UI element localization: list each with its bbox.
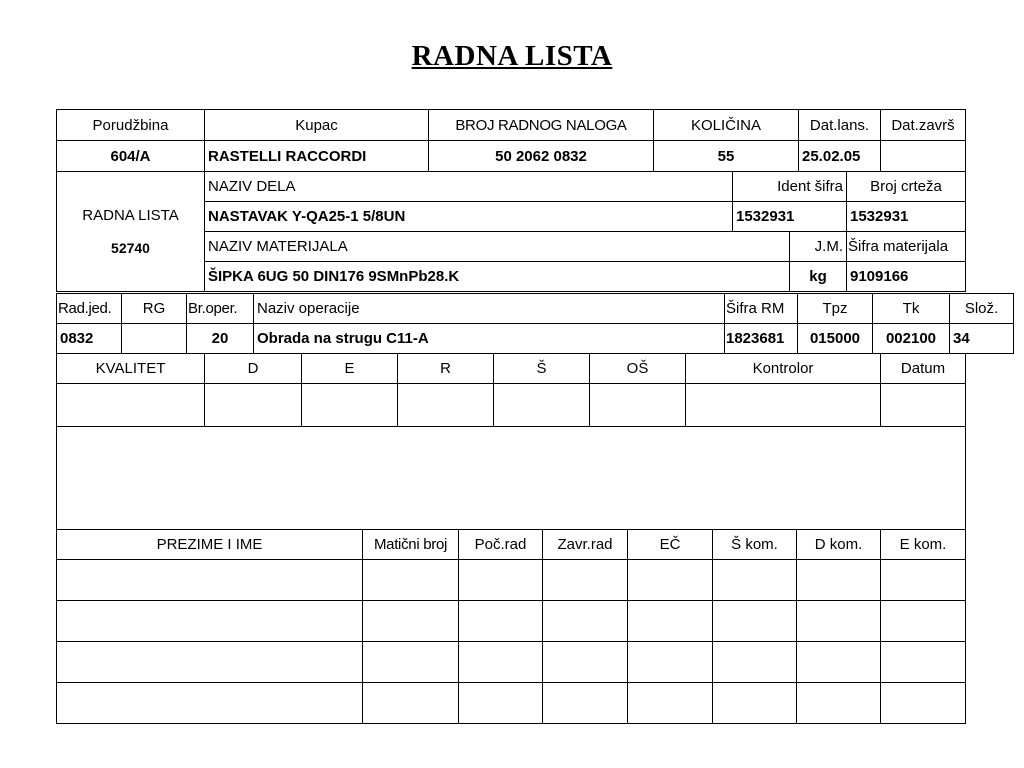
workers-cell xyxy=(57,683,363,724)
workers-header-maticni-broj: Matični broj xyxy=(363,530,459,560)
workers-cell xyxy=(797,683,881,724)
operation-header-naziv: Naziv operacije xyxy=(254,294,725,324)
operation-rg xyxy=(122,324,187,354)
quality-header-r: R xyxy=(398,354,494,384)
workers-cell xyxy=(881,683,966,724)
quality-header-kontrolor: Kontrolor xyxy=(686,354,881,384)
workers-cell xyxy=(628,683,713,724)
operation-header-tpz: Tpz xyxy=(798,294,873,324)
workers-cell xyxy=(363,601,459,642)
quality-table xyxy=(56,353,966,530)
workers-cell xyxy=(628,560,713,601)
workers-cell xyxy=(363,683,459,724)
operation-naziv: Obrada na strugu C11-A xyxy=(254,324,725,354)
jm-label: J.M. xyxy=(790,232,847,262)
quality-header-d: D xyxy=(205,354,302,384)
sifra-materijala-label: Šifra materijala xyxy=(847,232,966,262)
order-dat-zavrs xyxy=(881,141,966,172)
operation-header-sloz: Slož. xyxy=(950,294,1014,324)
document-title: RADNA LISTA xyxy=(411,40,613,72)
order-header-dat-zavrs: Dat.završ xyxy=(881,110,966,141)
workers-cell xyxy=(713,560,797,601)
quality-header-kvalitet: KVALITET xyxy=(57,354,205,384)
quality-cell-kontrolor xyxy=(686,384,881,427)
sifra-materijala-value: 9109166 xyxy=(847,262,966,292)
workers-cell xyxy=(797,642,881,683)
notes-row xyxy=(57,427,966,530)
operation-br-oper: 20 xyxy=(187,324,254,354)
workers-cell xyxy=(543,683,628,724)
workers-header-zavr-rad: Zavr.rad xyxy=(543,530,628,560)
workers-cell xyxy=(459,560,543,601)
operation-header-row xyxy=(57,294,1014,324)
workers-cell xyxy=(797,601,881,642)
ident-sifra-value: 1532931 xyxy=(733,202,847,232)
operation-header-rg: RG xyxy=(122,294,187,324)
quality-cell-e xyxy=(302,384,398,427)
order-porudzbina: 604/A xyxy=(57,141,205,172)
workers-header-ec: EČ xyxy=(628,530,713,560)
naziv-materijala-value: ŠIPKA 6UG 50 DIN176 9SMnPb28.K xyxy=(205,262,790,292)
operation-tk: 002100 xyxy=(873,324,950,354)
workers-cell xyxy=(628,642,713,683)
workers-cell xyxy=(57,601,363,642)
radna-lista-label: RADNA LISTA xyxy=(82,206,179,224)
radna-lista-number: 52740 xyxy=(111,239,150,256)
workers-cell xyxy=(713,683,797,724)
quality-header-e: E xyxy=(302,354,398,384)
workers-cell xyxy=(57,642,363,683)
quality-cell-os xyxy=(590,384,686,427)
operation-rad-jed: 0832 xyxy=(57,324,122,354)
naziv-materijala-label: NAZIV MATERIJALA xyxy=(205,232,790,262)
naziv-dela-value: NASTAVAK Y-QA25-1 5/8UN xyxy=(205,202,733,232)
naziv-dela-label: NAZIV DELA xyxy=(205,172,733,202)
quality-header-os: OŠ xyxy=(590,354,686,384)
operation-tpz: 015000 xyxy=(798,324,873,354)
quality-cell-s xyxy=(494,384,590,427)
workers-header-poc-rad: Poč.rad xyxy=(459,530,543,560)
workers-row xyxy=(57,601,966,642)
operation-table xyxy=(56,293,1014,354)
jm-value: kg xyxy=(790,262,847,292)
order-dat-lans: 25.02.05 xyxy=(799,141,881,172)
workers-cell xyxy=(881,601,966,642)
quality-cell-datum xyxy=(881,384,966,427)
operation-sloz: 34 xyxy=(950,324,1014,354)
operation-header-rad-jed: Rad.jed. xyxy=(57,294,122,324)
order-header-row xyxy=(57,110,966,141)
quality-cell-r xyxy=(398,384,494,427)
quality-cell-d xyxy=(205,384,302,427)
order-broj-naloga: 50 2062 0832 xyxy=(429,141,654,172)
workers-cell xyxy=(628,601,713,642)
workers-header-d-kom: D kom. xyxy=(797,530,881,560)
order-value-row xyxy=(57,141,966,172)
workers-row xyxy=(57,683,966,724)
operation-header-tk: Tk xyxy=(873,294,950,324)
workers-cell xyxy=(881,560,966,601)
workers-header-prezime-ime: PREZIME I IME xyxy=(57,530,363,560)
operation-sifra-rm: 1823681 xyxy=(725,324,798,354)
order-kupac: RASTELLI RACCORDI xyxy=(205,141,429,172)
part-table xyxy=(56,171,966,292)
operation-header-sifra-rm: Šifra RM xyxy=(725,294,798,324)
workers-cell xyxy=(713,642,797,683)
order-header-dat-lans: Dat.lans. xyxy=(799,110,881,141)
order-header-broj-naloga: BROJ RADNOG NALOGA xyxy=(429,110,654,141)
workers-cell xyxy=(543,560,628,601)
workers-cell xyxy=(543,601,628,642)
workers-row xyxy=(57,642,966,683)
workers-cell xyxy=(459,683,543,724)
quality-header-datum: Datum xyxy=(881,354,966,384)
order-header-kolicina: KOLIČINA xyxy=(654,110,799,141)
order-header-kupac: Kupac xyxy=(205,110,429,141)
workers-row xyxy=(57,560,966,601)
workers-table xyxy=(56,529,966,724)
workers-header-e-kom: E kom. xyxy=(881,530,966,560)
workers-cell xyxy=(797,560,881,601)
quality-header-s: Š xyxy=(494,354,590,384)
order-header-porudzbina: Porudžbina xyxy=(57,110,205,141)
quality-header-row xyxy=(57,354,966,384)
workers-header-s-kom: Š kom. xyxy=(713,530,797,560)
operation-value-row xyxy=(57,324,1014,354)
quality-cell-kvalitet xyxy=(57,384,205,427)
workers-cell xyxy=(363,642,459,683)
order-kolicina: 55 xyxy=(654,141,799,172)
order-table xyxy=(56,109,966,172)
workers-cell xyxy=(363,560,459,601)
notes-area xyxy=(57,427,966,530)
workers-cell xyxy=(459,601,543,642)
radna-lista-cell xyxy=(57,172,205,292)
workers-cell xyxy=(459,642,543,683)
workers-cell xyxy=(543,642,628,683)
ident-sifra-label: Ident šifra xyxy=(733,172,847,202)
workers-header-row xyxy=(57,530,966,560)
quality-entry-row xyxy=(57,384,966,427)
workers-cell xyxy=(57,560,363,601)
workers-cell xyxy=(713,601,797,642)
broj-crteza-value: 1532931 xyxy=(847,202,966,232)
broj-crteza-label: Broj crteža xyxy=(847,172,966,202)
workers-cell xyxy=(881,642,966,683)
operation-header-br-oper: Br.oper. xyxy=(187,294,254,324)
